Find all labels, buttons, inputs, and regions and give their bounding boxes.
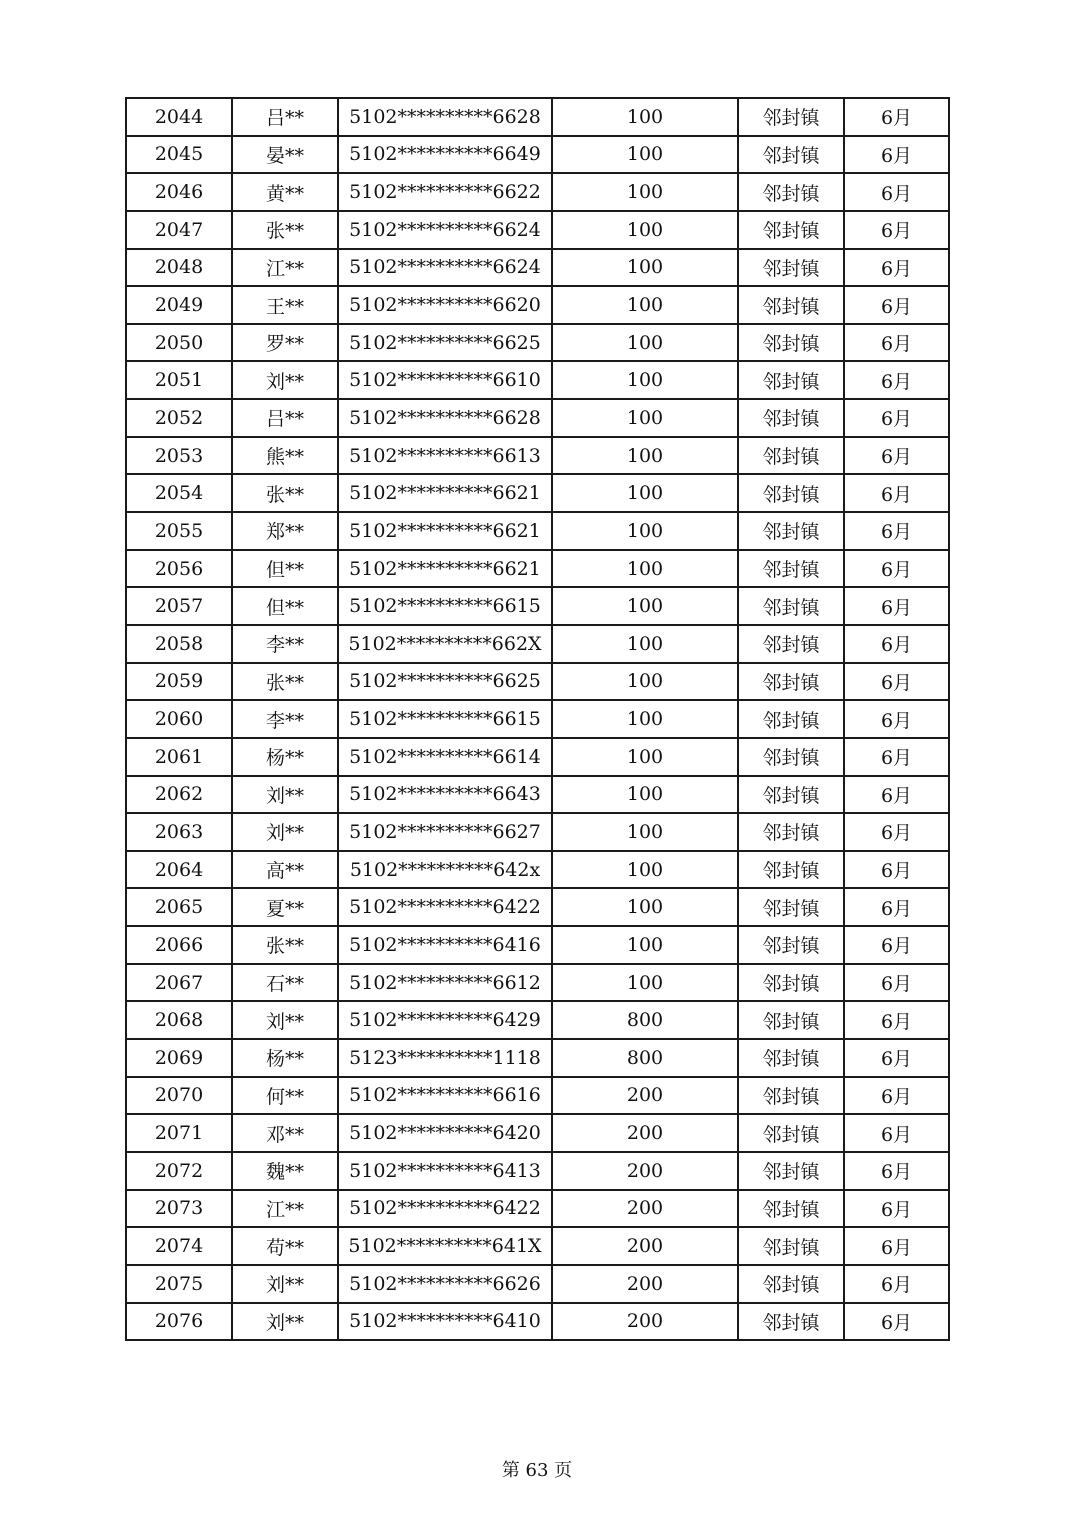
cell-town: 邻封镇 [738, 851, 844, 889]
cell-serial-number: 2050 [126, 324, 232, 362]
cell-name: 黄** [232, 173, 338, 211]
cell-id-number: 5102**********6413 [338, 1152, 552, 1190]
cell-id-number: 5102**********6625 [338, 324, 552, 362]
cell-name: 石** [232, 964, 338, 1002]
cell-town: 邻封镇 [738, 399, 844, 437]
cell-serial-number: 2047 [126, 211, 232, 249]
cell-month: 6月 [844, 136, 949, 174]
table-row [126, 211, 949, 249]
cell-amount: 100 [552, 888, 738, 926]
cell-town: 邻封镇 [738, 474, 844, 512]
cell-serial-number: 2074 [126, 1227, 232, 1265]
roster-table-body [126, 98, 949, 1340]
cell-amount: 100 [552, 136, 738, 174]
cell-serial-number: 2065 [126, 888, 232, 926]
cell-amount: 200 [552, 1190, 738, 1228]
cell-name: 江** [232, 249, 338, 287]
cell-amount: 200 [552, 1265, 738, 1303]
cell-name: 吕** [232, 98, 338, 136]
cell-id-number: 5102**********6614 [338, 738, 552, 776]
cell-town: 邻封镇 [738, 136, 844, 174]
cell-serial-number: 2062 [126, 776, 232, 814]
cell-amount: 100 [552, 851, 738, 889]
cell-month: 6月 [844, 437, 949, 475]
cell-amount: 200 [552, 1303, 738, 1341]
cell-amount: 200 [552, 1114, 738, 1152]
cell-town: 邻封镇 [738, 286, 844, 324]
cell-month: 6月 [844, 1039, 949, 1077]
table-row [126, 625, 949, 663]
cell-id-number: 5102**********6615 [338, 700, 552, 738]
cell-serial-number: 2067 [126, 964, 232, 1002]
cell-month: 6月 [844, 851, 949, 889]
cell-id-number: 5102**********6628 [338, 98, 552, 136]
cell-serial-number: 2059 [126, 663, 232, 701]
cell-id-number: 5102**********6624 [338, 211, 552, 249]
cell-name: 杨** [232, 738, 338, 776]
cell-serial-number: 2053 [126, 437, 232, 475]
cell-town: 邻封镇 [738, 700, 844, 738]
cell-serial-number: 2076 [126, 1303, 232, 1341]
cell-name: 王** [232, 286, 338, 324]
cell-name: 熊** [232, 437, 338, 475]
cell-amount: 100 [552, 964, 738, 1002]
cell-serial-number: 2060 [126, 700, 232, 738]
cell-id-number: 5102**********6628 [338, 399, 552, 437]
cell-amount: 100 [552, 361, 738, 399]
cell-month: 6月 [844, 888, 949, 926]
cell-name: 吕** [232, 399, 338, 437]
cell-name: 高** [232, 851, 338, 889]
cell-serial-number: 2045 [126, 136, 232, 174]
cell-town: 邻封镇 [738, 1265, 844, 1303]
cell-name: 刘** [232, 813, 338, 851]
cell-amount: 800 [552, 1039, 738, 1077]
cell-amount: 200 [552, 1227, 738, 1265]
table-row [126, 474, 949, 512]
cell-amount: 100 [552, 211, 738, 249]
cell-month: 6月 [844, 1227, 949, 1265]
cell-id-number: 5102**********6627 [338, 813, 552, 851]
cell-serial-number: 2044 [126, 98, 232, 136]
cell-town: 邻封镇 [738, 1077, 844, 1115]
cell-serial-number: 2058 [126, 625, 232, 663]
table-row [126, 1114, 949, 1152]
cell-town: 邻封镇 [738, 888, 844, 926]
cell-month: 6月 [844, 1265, 949, 1303]
cell-month: 6月 [844, 211, 949, 249]
cell-month: 6月 [844, 1114, 949, 1152]
cell-name: 刘** [232, 1001, 338, 1039]
cell-amount: 800 [552, 1001, 738, 1039]
cell-serial-number: 2046 [126, 173, 232, 211]
cell-amount: 100 [552, 98, 738, 136]
cell-town: 邻封镇 [738, 211, 844, 249]
roster-table [125, 97, 950, 1341]
cell-id-number: 5102**********6610 [338, 361, 552, 399]
cell-month: 6月 [844, 249, 949, 287]
cell-name: 但** [232, 587, 338, 625]
cell-id-number: 5102**********6622 [338, 173, 552, 211]
cell-town: 邻封镇 [738, 361, 844, 399]
table-row [126, 700, 949, 738]
table-row [126, 738, 949, 776]
cell-id-number: 5102**********6649 [338, 136, 552, 174]
cell-id-number: 5102**********6621 [338, 474, 552, 512]
table-row [126, 1227, 949, 1265]
table-row [126, 1077, 949, 1115]
cell-id-number: 5102**********6422 [338, 888, 552, 926]
table-row [126, 361, 949, 399]
cell-name: 张** [232, 474, 338, 512]
cell-serial-number: 2069 [126, 1039, 232, 1077]
cell-serial-number: 2073 [126, 1190, 232, 1228]
table-row [126, 512, 949, 550]
cell-name: 郑** [232, 512, 338, 550]
cell-town: 邻封镇 [738, 249, 844, 287]
cell-serial-number: 2061 [126, 738, 232, 776]
cell-month: 6月 [844, 474, 949, 512]
cell-id-number: 5123**********1118 [338, 1039, 552, 1077]
cell-amount: 100 [552, 738, 738, 776]
cell-serial-number: 2075 [126, 1265, 232, 1303]
cell-month: 6月 [844, 361, 949, 399]
cell-name: 何** [232, 1077, 338, 1115]
cell-amount: 100 [552, 926, 738, 964]
table-row [126, 437, 949, 475]
table-row [126, 813, 949, 851]
cell-name: 但** [232, 550, 338, 588]
cell-month: 6月 [844, 399, 949, 437]
cell-town: 邻封镇 [738, 813, 844, 851]
table-row [126, 1039, 949, 1077]
cell-name: 罗** [232, 324, 338, 362]
table-row [126, 249, 949, 287]
cell-id-number: 5102**********6616 [338, 1077, 552, 1115]
cell-amount: 100 [552, 663, 738, 701]
cell-id-number: 5102**********6420 [338, 1114, 552, 1152]
cell-name: 苟** [232, 1227, 338, 1265]
cell-month: 6月 [844, 964, 949, 1002]
table-row [126, 964, 949, 1002]
cell-month: 6月 [844, 625, 949, 663]
table-row [126, 173, 949, 211]
cell-name: 刘** [232, 1265, 338, 1303]
cell-town: 邻封镇 [738, 776, 844, 814]
cell-month: 6月 [844, 738, 949, 776]
cell-serial-number: 2051 [126, 361, 232, 399]
cell-month: 6月 [844, 776, 949, 814]
table-row [126, 136, 949, 174]
table-row [126, 1152, 949, 1190]
cell-amount: 100 [552, 173, 738, 211]
table-row [126, 776, 949, 814]
cell-month: 6月 [844, 173, 949, 211]
cell-month: 6月 [844, 1077, 949, 1115]
table-row [126, 1265, 949, 1303]
cell-serial-number: 2066 [126, 926, 232, 964]
table-row [126, 1303, 949, 1341]
cell-id-number: 5102**********6422 [338, 1190, 552, 1228]
table-row [126, 888, 949, 926]
cell-serial-number: 2071 [126, 1114, 232, 1152]
cell-id-number: 5102**********6615 [338, 587, 552, 625]
cell-town: 邻封镇 [738, 1190, 844, 1228]
cell-month: 6月 [844, 587, 949, 625]
cell-town: 邻封镇 [738, 437, 844, 475]
table-row [126, 324, 949, 362]
cell-name: 晏** [232, 136, 338, 174]
cell-name: 刘** [232, 1303, 338, 1341]
cell-id-number: 5102**********6416 [338, 926, 552, 964]
cell-town: 邻封镇 [738, 587, 844, 625]
cell-town: 邻封镇 [738, 738, 844, 776]
cell-town: 邻封镇 [738, 1114, 844, 1152]
cell-town: 邻封镇 [738, 173, 844, 211]
cell-month: 6月 [844, 926, 949, 964]
cell-town: 邻封镇 [738, 926, 844, 964]
cell-town: 邻封镇 [738, 1001, 844, 1039]
cell-amount: 100 [552, 474, 738, 512]
cell-serial-number: 2072 [126, 1152, 232, 1190]
cell-amount: 100 [552, 286, 738, 324]
table-row [126, 286, 949, 324]
cell-month: 6月 [844, 550, 949, 588]
cell-amount: 100 [552, 324, 738, 362]
cell-amount: 100 [552, 776, 738, 814]
cell-serial-number: 2052 [126, 399, 232, 437]
cell-serial-number: 2056 [126, 550, 232, 588]
cell-name: 夏** [232, 888, 338, 926]
cell-id-number: 5102**********6410 [338, 1303, 552, 1341]
page-number: 第 63 页 [501, 1460, 573, 1481]
cell-town: 邻封镇 [738, 324, 844, 362]
cell-name: 杨** [232, 1039, 338, 1077]
table-row [126, 926, 949, 964]
cell-amount: 100 [552, 625, 738, 663]
cell-id-number: 5102**********6643 [338, 776, 552, 814]
cell-month: 6月 [844, 512, 949, 550]
cell-serial-number: 2055 [126, 512, 232, 550]
cell-id-number: 5102**********6621 [338, 512, 552, 550]
cell-town: 邻封镇 [738, 1039, 844, 1077]
cell-name: 魏** [232, 1152, 338, 1190]
cell-id-number: 5102**********6625 [338, 663, 552, 701]
cell-serial-number: 2057 [126, 587, 232, 625]
cell-name: 李** [232, 700, 338, 738]
cell-name: 张** [232, 926, 338, 964]
cell-amount: 100 [552, 550, 738, 588]
cell-serial-number: 2049 [126, 286, 232, 324]
table-row [126, 587, 949, 625]
cell-town: 邻封镇 [738, 1303, 844, 1341]
cell-id-number: 5102**********6624 [338, 249, 552, 287]
cell-id-number: 5102**********662X [338, 625, 552, 663]
table-row [126, 399, 949, 437]
cell-name: 张** [232, 663, 338, 701]
cell-name: 李** [232, 625, 338, 663]
table-row [126, 851, 949, 889]
table-row [126, 550, 949, 588]
cell-town: 邻封镇 [738, 512, 844, 550]
cell-name: 邓** [232, 1114, 338, 1152]
cell-serial-number: 2064 [126, 851, 232, 889]
cell-town: 邻封镇 [738, 1227, 844, 1265]
cell-id-number: 5102**********6613 [338, 437, 552, 475]
cell-month: 6月 [844, 98, 949, 136]
cell-month: 6月 [844, 286, 949, 324]
cell-amount: 100 [552, 700, 738, 738]
cell-id-number: 5102**********6621 [338, 550, 552, 588]
table-row [126, 663, 949, 701]
cell-town: 邻封镇 [738, 1152, 844, 1190]
cell-amount: 100 [552, 437, 738, 475]
cell-id-number: 5102**********6429 [338, 1001, 552, 1039]
cell-amount: 100 [552, 813, 738, 851]
table-row [126, 1001, 949, 1039]
cell-month: 6月 [844, 324, 949, 362]
cell-name: 刘** [232, 361, 338, 399]
cell-name: 张** [232, 211, 338, 249]
cell-name: 江** [232, 1190, 338, 1228]
cell-town: 邻封镇 [738, 663, 844, 701]
cell-id-number: 5102**********6626 [338, 1265, 552, 1303]
table-row [126, 98, 949, 136]
table-row [126, 1190, 949, 1228]
cell-amount: 200 [552, 1077, 738, 1115]
cell-id-number: 5102**********642x [338, 851, 552, 889]
cell-amount: 100 [552, 587, 738, 625]
cell-id-number: 5102**********6612 [338, 964, 552, 1002]
cell-town: 邻封镇 [738, 98, 844, 136]
cell-amount: 100 [552, 512, 738, 550]
cell-town: 邻封镇 [738, 964, 844, 1002]
cell-serial-number: 2054 [126, 474, 232, 512]
cell-month: 6月 [844, 1190, 949, 1228]
cell-amount: 200 [552, 1152, 738, 1190]
cell-month: 6月 [844, 1152, 949, 1190]
cell-month: 6月 [844, 813, 949, 851]
cell-amount: 100 [552, 399, 738, 437]
cell-serial-number: 2048 [126, 249, 232, 287]
cell-month: 6月 [844, 1001, 949, 1039]
cell-month: 6月 [844, 1303, 949, 1341]
cell-serial-number: 2070 [126, 1077, 232, 1115]
cell-month: 6月 [844, 663, 949, 701]
cell-id-number: 5102**********641X [338, 1227, 552, 1265]
cell-town: 邻封镇 [738, 550, 844, 588]
cell-serial-number: 2063 [126, 813, 232, 851]
cell-month: 6月 [844, 700, 949, 738]
cell-town: 邻封镇 [738, 625, 844, 663]
cell-serial-number: 2068 [126, 1001, 232, 1039]
cell-amount: 100 [552, 249, 738, 287]
cell-id-number: 5102**********6620 [338, 286, 552, 324]
cell-name: 刘** [232, 776, 338, 814]
